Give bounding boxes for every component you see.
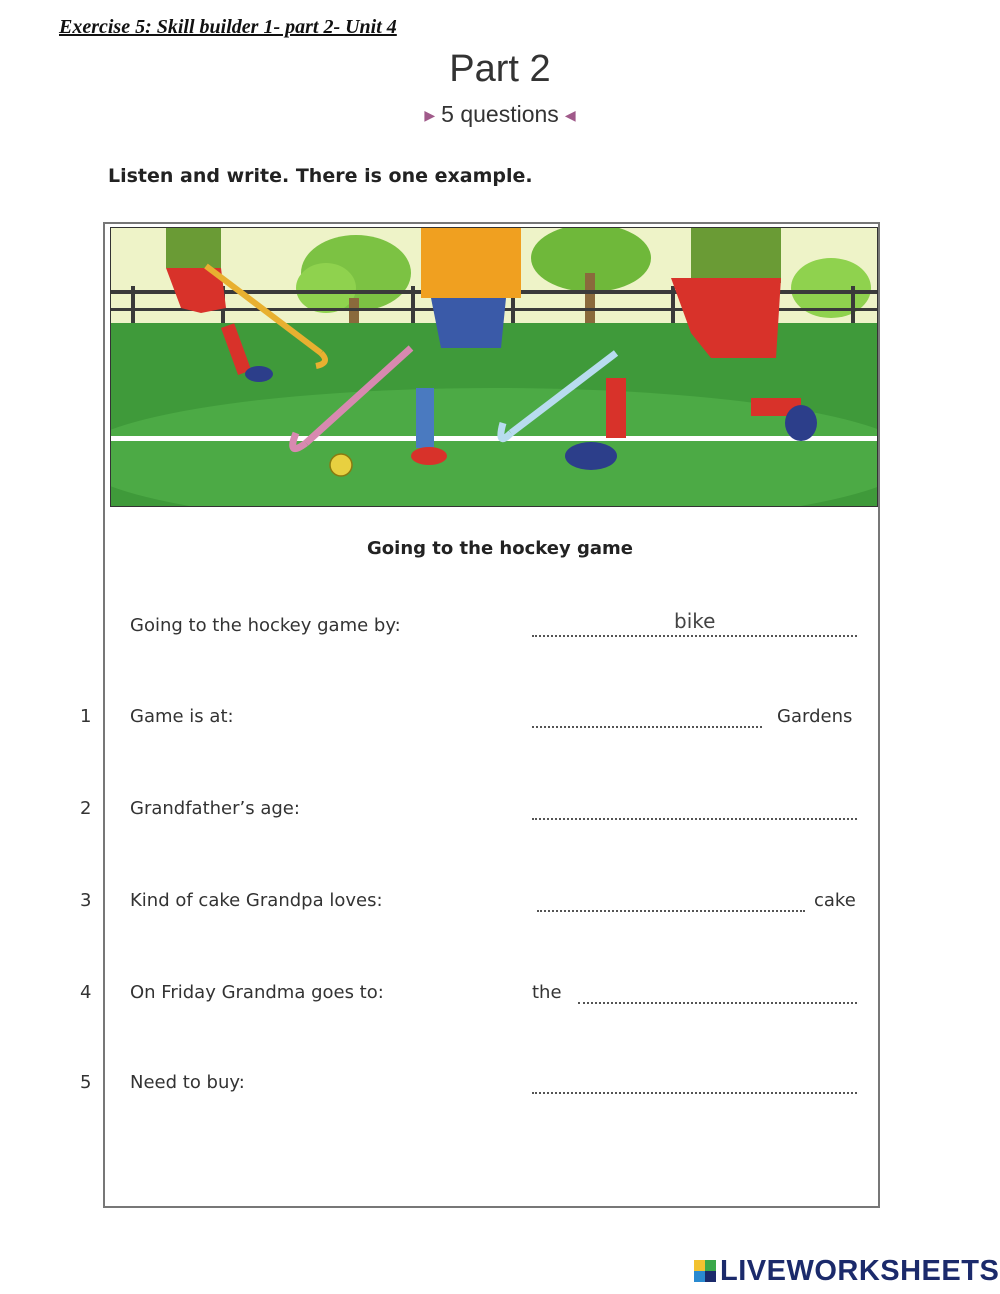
hockey-scene-svg [111, 228, 878, 507]
logo-text: LIVEWORKSHEETS [720, 1254, 1000, 1287]
question-row-5 [0, 1072, 1000, 1102]
hockey-players-illustration [110, 227, 878, 507]
answer-field-4[interactable] [532, 982, 857, 1010]
triangle-right-icon: ▶ [424, 107, 436, 124]
question-number: 5 [80, 1072, 92, 1093]
questions-text: 5 questions [441, 101, 559, 127]
answer-field-5[interactable] [532, 1072, 857, 1100]
question-number: 2 [80, 798, 92, 819]
question-label: On Friday Grandma goes to: [130, 982, 384, 1003]
example-label: Going to the hockey game by: [130, 615, 401, 636]
dotted-line [578, 1002, 857, 1004]
question-row-1 [0, 706, 1000, 736]
answer-field-1[interactable] [532, 706, 857, 734]
example-answer: bike [674, 609, 716, 633]
example-row [0, 609, 1000, 645]
answer-suffix: cake [814, 890, 856, 911]
instruction: Listen and write. There is one example. [108, 165, 533, 187]
liveworksheets-logo [694, 1255, 999, 1287]
answer-field-3[interactable] [532, 890, 857, 918]
dotted-line [532, 1092, 857, 1094]
dotted-line [537, 910, 805, 912]
questions-count [0, 101, 1000, 128]
part-title: Part 2 [449, 48, 551, 90]
question-number: 3 [80, 890, 92, 911]
answer-suffix: Gardens [777, 706, 853, 727]
exercise-title: Exercise 5: Skill builder 1- part 2- Unit 4 [59, 16, 397, 38]
dotted-line [532, 726, 762, 728]
dotted-line [532, 635, 857, 637]
triangle-left-icon: ◀ [564, 107, 576, 124]
question-label: Need to buy: [130, 1072, 245, 1093]
answer-field-2[interactable] [532, 798, 857, 826]
dotted-line [532, 818, 857, 820]
liveworksheets-logo-icon [694, 1260, 716, 1282]
question-label: Kind of cake Grandpa loves: [130, 890, 383, 911]
question-row-3 [0, 890, 1000, 920]
example-answer-field [532, 609, 857, 643]
question-label: Grandfather’s age: [130, 798, 300, 819]
question-label: Game is at: [130, 706, 234, 727]
answer-prefix: the [532, 982, 562, 1003]
question-number: 1 [80, 706, 92, 727]
form-title: Going to the hockey game [367, 538, 633, 559]
question-row-4 [0, 982, 1000, 1012]
question-number: 4 [80, 982, 92, 1003]
question-row-2 [0, 798, 1000, 828]
